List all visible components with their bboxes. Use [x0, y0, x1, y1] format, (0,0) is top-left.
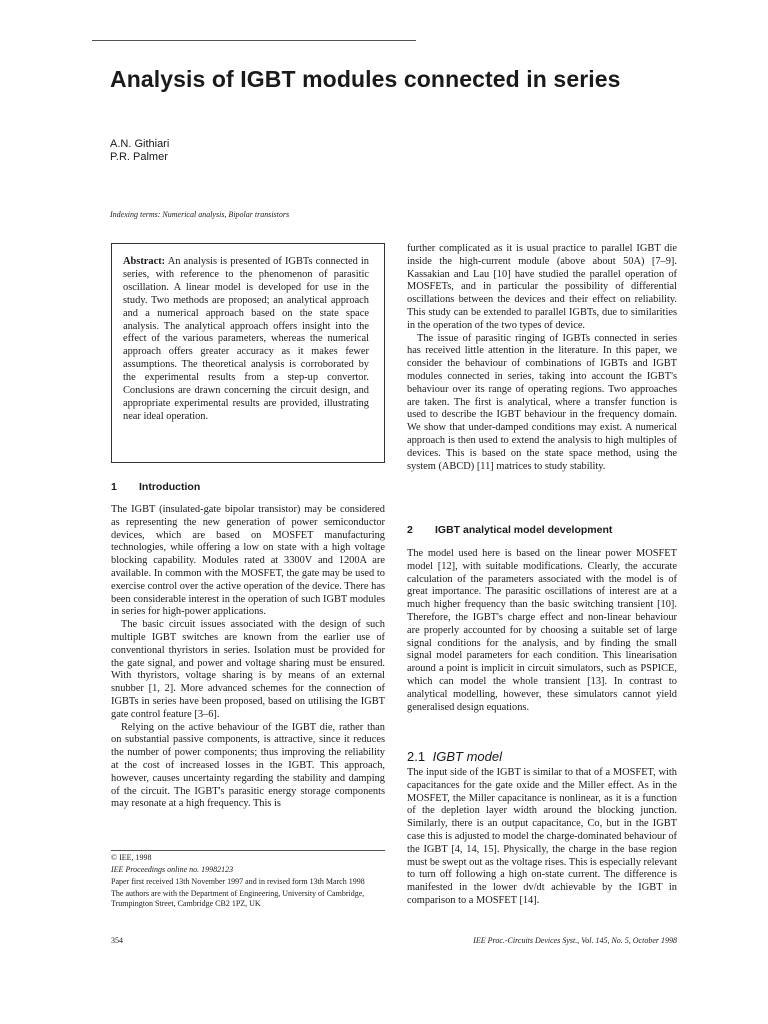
section-number: 1	[111, 481, 117, 493]
section-1-heading	[111, 481, 200, 493]
abstract-body: An analysis is presented of IGBTs connected in series, with reference to the phenomenon of parasitic oscillation. A linear model is developed for use in the study. Two methods are proposed; an analytical approach and a numerical approach based on the state space analysis. The analytical approach offers insight into the effect of the various parameters, whereas the numerical approach offers greater accuracy as it makes fewer assumptions. The theoretical analysis is corroborated by the experimental results from a step-up convertor. Conclusions are drawn concerning the circuit design, and appropriate experimental results are provided, illustrating near ideal operation.	[123, 256, 370, 422]
abstract-box	[111, 243, 385, 463]
left-column-body	[111, 504, 385, 811]
section-title: Introduction	[139, 481, 201, 493]
author-list	[110, 138, 169, 164]
section-2-body	[407, 548, 677, 714]
section-2-heading	[407, 524, 612, 536]
journal-reference: IEE Proc.-Circuits Devices Syst., Vol. 145, No. 5, October 1998	[473, 936, 677, 945]
paper-title: Analysis of IGBT modules connected in series	[110, 66, 621, 92]
received-note: Paper first received 13th November 1997 and in revised form 13th March 1998	[111, 877, 365, 886]
paragraph: Relying on the active behaviour of the IGBT die, rather than on substantial passive components, is attractive, since it reduces the number of power components; thus improving the reliability at the cost of increased losses in the IGBT. This approach, however, causes uncertainty regarding the stability and damping of the circuit. The IGBT's parasitic energy storage components may resonate at a high frequency. This is	[111, 721, 385, 810]
paragraph: further complicated as it is usual practice to parallel IGBT die inside the high-current module (above about 50A) [7–9]. Kassakian and Lau [10] have studied the parallel operation of MOSFETs, and in particular the possibility of differential oscillations between the devices and their effect on reliability. This study can be extended to parallel IGBTs, due to similarities in the operation of the two types of device.	[407, 243, 677, 331]
section-title: IGBT analytical model development	[435, 524, 613, 536]
abstract-text	[123, 256, 369, 424]
paragraph: The IGBT (insulated-gate bipolar transistor) may be considered as representing the new generation of power semiconductor devices, which are based on MOSFET manufacturing technologies, while offering a low on state with a high voltage blocking capability. Modules rated at 3300V and 1200A are available. In common with the MOSFET, the gate may be used to exercise control over the active operation of the device. There has been considerable interest in the operation of such IGBT modules in series for high-power applications.	[111, 504, 385, 618]
indexing-terms: Indexing terms: Numerical analysis, Bipolar transistors	[110, 210, 290, 219]
footnote-rule	[111, 850, 385, 851]
online-note: IEE Proceedings online no. 19982123	[111, 865, 234, 874]
paragraph: The model used here is based on the linear power MOSFET model [12], with suitable modifications. Clearly, the accurate calculation of the parameters associated with the model is of great importance. The parasitic oscillations of interest are at a much higher frequency than the basic switching transient [10]. Therefore, the IGBT's charge effect and non-linear behaviour are properly accounted for by choosing a suitable set of large signal conditions for the analysis, and by finding the small signal model parameters for each condition. This linearisation around a point is implicit in circuit simulators, such as PSPICE, which can model the whole transient [13]. In contrast to analytical modelling, however, these simulators cannot yield generalised design equations.	[407, 548, 677, 713]
author-name: A.N. Githiari	[110, 138, 170, 150]
paragraph: The issue of parasitic ringing of IGBTs connected in series has received little attention in the literature. In this paper, we consider the behaviour of combinations of IGBTs and IGBT modules connected in series, taking into account the IGBT's behaviour over its range of operating regions. Two approaches are taken. The first is analytical, where a transfer function is used to describe the IGBT behaviour in the frequency domain. We show that under-damped conditions may exist. A numerical approach is then used to extend the analysis to high multiples of devices. This is based on the state space method, using the system (ABCD) [11] matrices to study stability.	[407, 332, 677, 472]
section-number: 2	[407, 524, 413, 536]
footnotes	[111, 853, 385, 911]
page-number: 354	[111, 936, 123, 945]
affiliation-note: The authors are with the Department of Engineering, University of Cambridge, Trumpington Street, Cambridge CB2 1PZ, UK	[111, 889, 365, 908]
right-column-intro	[407, 243, 677, 473]
paragraph: The basic circuit issues associated with the design of such multiple IGBT switches are known from the earlier use of conventional thyristors in series. Isolation must be provided for the gate signal, and power and voltage sharing must be ensured. With thyristors, voltage sharing is by means of an external snubber [1, 2]. More advanced schemes for the connection of IGBTs in series have been proposed, based on utilising the IGBT gate control feature [3–6].	[111, 619, 385, 720]
abstract-label: Abstract:	[123, 256, 166, 267]
subsection-number: 2.1	[407, 749, 426, 764]
subsection-2-1-body	[407, 767, 677, 908]
subsection-2-1-heading	[407, 749, 502, 764]
author-name: P.R. Palmer	[110, 151, 168, 163]
subsection-title: IGBT model	[432, 749, 502, 764]
copyright-note: © IEE, 1998	[111, 853, 152, 862]
paragraph: The input side of the IGBT is similar to that of a MOSFET, with capacitances for the gate oxide and the Miller effect. As in the MOSFET, the Miller capacitance is nonlinear, as it is a function of the depletion layer width around the blocking junction. Similarly, there is an output capacitance, Co, but in the IGBT case this is adjusted to model the charge-dominated behaviour of the IGBT [4, 14, 15]. Physically, the charge in the base region must be swept out as the voltage rises. This is especially relevant to turn off following a high on-state current. The difference is manifested in the lower dv/dt achievable by the IGBT in comparison to a MOSFET [14].	[407, 767, 677, 906]
header-rule	[92, 40, 416, 41]
